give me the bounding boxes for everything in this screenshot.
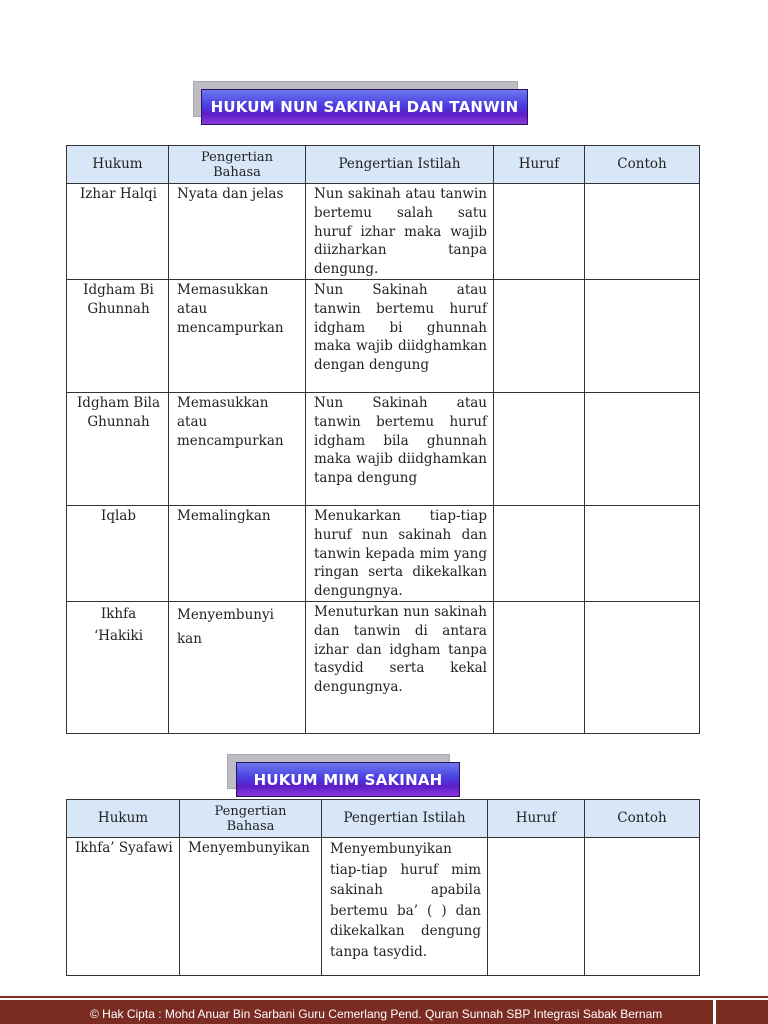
cell-contoh [585,392,700,505]
cell-istilah: Menukarkan tiap-tiap huruf nun sakinah dan tanwin kepada mim yang ringan serta dikekalkan dengungnya. [306,505,494,601]
cell-bahasa: Memalingkan [169,505,306,601]
section2-title: HUKUM MIM SAKINAH [236,762,460,797]
header-bahasa-line2: Bahasa [213,164,261,180]
footer-rule [0,996,768,998]
cell-hukum: Ikhfa’ Syafawi [67,838,180,976]
cell-istilah: Menuturkan nun sakinah dan tanwin di antara izhar dan idgham tanpa tasydid serta kekal dengungnya. [306,601,494,733]
nun-sakinah-table [66,145,700,734]
cell-huruf [494,279,585,392]
cell-huruf [494,601,585,733]
table-row [67,601,700,733]
table-row [67,184,700,280]
cell-bahasa: Nyata dan jelas [169,184,306,280]
cell-huruf [494,392,585,505]
cell-hukum: Idgham Bila Ghunnah [67,392,169,505]
cell-istilah: Nun sakinah atau tanwin bertemu salah satu huruf izhar maka wajib diizharkan tanpa dengung. [306,184,494,280]
header-pengertian-istilah: Pengertian Istilah [306,146,494,184]
cell-bahasa: Memasukkan atau mencampurkan [169,279,306,392]
table-row [67,279,700,392]
header-bahasa-line2: Bahasa [226,818,275,834]
footer-copyright: © Hak Cipta : Mohd Anuar Bin Sarbani Guru Cemerlang Pend. Quran Sunnah SBP Integrasi Sabak Bernam [90,1007,663,1021]
cell-bahasa: Menyembunyikan [180,838,322,976]
cell-hukum: Ikhfa ‘Hakiki [67,601,169,733]
cell-contoh [585,184,700,280]
cell-hukum: Idgham Bi Ghunnah [67,279,169,392]
header-huruf: Huruf [488,800,585,838]
cell-huruf [488,838,585,976]
cell-contoh [585,838,700,976]
header-pengertian-bahasa [180,800,322,838]
cell-bahasa: Menyembunyi kan [169,601,306,733]
mim-sakinah-table [66,799,700,976]
table-row [67,838,700,976]
table-row [67,392,700,505]
header-huruf: Huruf [494,146,585,184]
section1-title: HUKUM NUN SAKINAH DAN TANWIN [201,89,528,125]
table-row [67,505,700,601]
table-header-row [67,800,700,838]
table-header-row [67,146,700,184]
header-bahasa-line1: Pengertian [214,803,287,819]
header-contoh: Contoh [585,146,700,184]
cell-bahasa: Memasukkan atau mencampurkan [169,392,306,505]
header-pengertian-istilah: Pengertian Istilah [322,800,488,838]
cell-istilah: Nun Sakinah atau tanwin bertemu huruf idgham bi ghunnah maka wajib diidghamkan dengan dengung [306,279,494,392]
cell-contoh [585,505,700,601]
cell-huruf [494,184,585,280]
cell-huruf [494,505,585,601]
header-contoh: Contoh [585,800,700,838]
cell-hukum: Izhar Halqi [67,184,169,280]
header-hukum: Hukum [67,146,169,184]
cell-istilah: Menyembunyikan tiap-tiap huruf mim sakinah apabila bertemu ba’ ( ) dan dikekalkan dengung tanpa tasydid. [322,838,488,976]
cell-hukum: Iqlab [67,505,169,601]
header-bahasa-line1: Pengertian [201,149,273,165]
header-hukum: Hukum [67,800,180,838]
cell-istilah: Nun Sakinah atau tanwin bertemu huruf idgham bila ghunnah maka wajib diidghamkan tanpa dengung [306,392,494,505]
footer-separator [713,1000,716,1024]
cell-contoh [585,601,700,733]
header-pengertian-bahasa [169,146,306,184]
cell-contoh [585,279,700,392]
